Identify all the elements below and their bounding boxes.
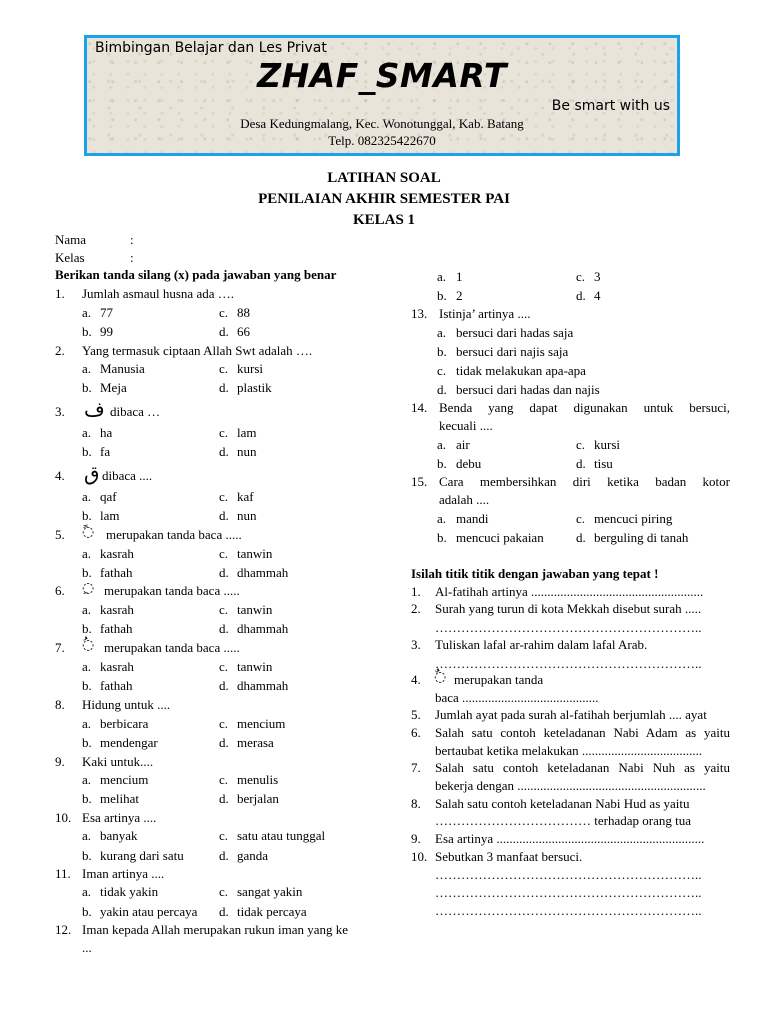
option-b: melihat: [100, 791, 139, 806]
q-text: dibaca …: [110, 404, 161, 419]
option-letter: a.: [437, 511, 447, 526]
essay-number: 2.: [411, 601, 421, 616]
section-a-instruction: Berikan tanda silang (x) pada jawaban yang benar: [55, 267, 337, 282]
option-letter: c.: [219, 602, 229, 617]
option-a: mencium: [100, 772, 149, 787]
essay-text: Salah satu contoh keteladanan Nabi Adam as yaitu: [435, 725, 730, 740]
q-number: 13.: [411, 306, 428, 321]
q-text-continued: adalah ....: [439, 492, 490, 507]
option-letter: c.: [219, 361, 229, 376]
option-letter: d.: [219, 380, 229, 395]
title-line-1: LATIHAN SOAL: [327, 170, 441, 186]
dhammatain-mark-icon: ◌ٌ: [434, 669, 447, 685]
option-letter: b.: [82, 324, 92, 339]
option-b: 2: [456, 288, 463, 303]
header-subtitle: Bimbingan Belajar dan Les Privat: [95, 40, 327, 56]
option-letter: a.: [82, 546, 92, 561]
option-d: berjalan: [237, 791, 279, 806]
kelas-colon: :: [130, 250, 134, 265]
essay-answer-line: ……………………………………………………..: [435, 620, 702, 635]
kelas-label: Kelas: [55, 250, 85, 265]
essay-number: 5.: [411, 707, 421, 722]
option-a: kasrah: [100, 602, 134, 617]
q-text: Kaki untuk....: [82, 754, 154, 769]
option-d: 4: [594, 288, 601, 303]
header-phone: Telp. 082325422670: [328, 133, 436, 148]
q-text: Benda yang dapat digunakan untuk bersuci,: [439, 400, 730, 415]
title-line-2: PENILAIAN AKHIR SEMESTER PAI: [258, 191, 510, 207]
essay-text: Al-fatihah artinya .....................................................: [435, 584, 704, 599]
option-a: qaf: [100, 489, 117, 504]
option-a: air: [456, 437, 470, 452]
option-letter: d.: [219, 904, 229, 919]
option-letter: b.: [437, 344, 447, 359]
option-a: tidak yakin: [100, 884, 159, 899]
option-b: lam: [100, 508, 120, 523]
option-letter: d.: [576, 456, 586, 471]
option-letter: c.: [576, 437, 586, 452]
option-letter: b.: [82, 565, 92, 580]
q-number: 6.: [55, 583, 65, 598]
option-c: kaf: [237, 489, 254, 504]
option-letter: c.: [219, 716, 229, 731]
nama-colon: :: [130, 232, 134, 247]
option-d: merasa: [237, 735, 274, 750]
option-letter: c.: [219, 546, 229, 561]
option-letter: b.: [82, 621, 92, 636]
option-d: bersuci dari hadas dan najis: [456, 382, 600, 397]
q-text: Iman artinya ....: [82, 866, 165, 881]
option-a: berbicara: [100, 716, 149, 731]
option-b: mendengar: [100, 735, 158, 750]
section-b-instruction: Isilah titik titik dengan jawaban yang tepat !: [411, 566, 659, 581]
option-c: lam: [237, 425, 257, 440]
option-letter: c.: [219, 489, 229, 504]
option-letter: b.: [82, 380, 92, 395]
q-number: 1.: [55, 286, 65, 301]
option-letter: d.: [219, 791, 229, 806]
option-letter: d.: [437, 382, 447, 397]
option-b: yakin atau percaya: [100, 904, 198, 919]
header-address: Desa Kedungmalang, Kec. Wonotunggal, Kab. Batang: [240, 116, 524, 131]
q-number: 7.: [55, 640, 65, 655]
option-letter: a.: [82, 884, 92, 899]
option-c: tanwin: [237, 546, 273, 561]
q-text: merupakan tanda baca .....: [104, 640, 240, 655]
q-number: 14.: [411, 400, 428, 415]
option-letter: a.: [82, 602, 92, 617]
q-number: 2.: [55, 343, 65, 358]
q-number: 4.: [55, 468, 65, 483]
option-letter: b.: [437, 456, 447, 471]
essay-number: 1.: [411, 584, 421, 599]
header-banner: [84, 35, 680, 156]
essay-text: Jumlah ayat pada surah al-fatihah berjumlah .... ayat: [435, 707, 707, 722]
option-b: kurang dari satu: [100, 848, 184, 863]
option-c: 3: [594, 269, 601, 284]
option-letter: d.: [219, 735, 229, 750]
option-b: fathah: [100, 678, 133, 693]
q-text: merupakan tanda baca .....: [106, 527, 242, 542]
option-a: Manusia: [100, 361, 145, 376]
option-b: fa: [100, 444, 111, 459]
option-letter: d.: [219, 621, 229, 636]
option-letter: a.: [82, 772, 92, 787]
option-a: banyak: [100, 828, 138, 843]
essay-number: 6.: [411, 725, 421, 740]
option-c: menulis: [237, 772, 279, 787]
option-a: 77: [100, 305, 113, 320]
option-b: debu: [456, 456, 482, 471]
option-letter: d.: [219, 848, 229, 863]
option-letter: b.: [437, 288, 447, 303]
q-text: Hidung untuk ....: [82, 697, 171, 712]
option-c: tanwin: [237, 602, 273, 617]
option-d: tisu: [594, 456, 613, 471]
option-letter: a.: [437, 325, 447, 340]
option-letter: a.: [82, 828, 92, 843]
essay-number: 4.: [411, 672, 421, 687]
q-text-continued: kecuali ....: [439, 418, 493, 433]
option-b: Meja: [100, 380, 127, 395]
option-letter: b.: [437, 530, 447, 545]
option-d: ganda: [237, 848, 269, 863]
option-a: bersuci dari hadas saja: [456, 325, 574, 340]
option-d: dhammah: [237, 621, 289, 636]
essay-text: Sebutkan 3 manfaat bersuci.: [435, 849, 583, 864]
option-a: mandi: [456, 511, 489, 526]
option-letter: a.: [82, 305, 92, 320]
header-motto: Be smart with us: [551, 98, 670, 114]
option-letter: d.: [219, 678, 229, 693]
option-letter: d.: [219, 565, 229, 580]
essay-text: Esa artinya ................................................................: [435, 831, 705, 846]
kasrah-mark-icon: ◌ِ: [82, 580, 95, 596]
option-c: tidak melakukan apa-apa: [456, 363, 586, 378]
option-c: kursi: [237, 361, 263, 376]
option-letter: d.: [576, 288, 586, 303]
essay-number: 3.: [411, 637, 421, 652]
option-letter: d.: [576, 530, 586, 545]
essay-answer-line: ……………………………………………………..: [435, 885, 702, 900]
option-letter: b.: [82, 444, 92, 459]
nama-label: Nama: [55, 232, 87, 247]
q-text: Iman kepada Allah merupakan rukun iman yang ke: [82, 922, 349, 937]
option-letter: a.: [437, 437, 447, 452]
option-letter: c.: [219, 305, 229, 320]
option-a: kasrah: [100, 546, 134, 561]
option-d: dhammah: [237, 565, 289, 580]
q-number: 5.: [55, 527, 65, 542]
tanwin-mark-icon: ◌ً: [82, 524, 95, 540]
essay-text: Salah satu contoh keteladanan Nabi Hud as yaitu: [435, 796, 690, 811]
option-c: sangat yakin: [237, 884, 303, 899]
option-letter: c.: [576, 511, 586, 526]
q-number: 8.: [55, 697, 65, 712]
essay-number: 9.: [411, 831, 421, 846]
option-b: 99: [100, 324, 113, 339]
option-d: tidak percaya: [237, 904, 307, 919]
essay-text-continued: ……………………………… terhadap orang tua: [435, 813, 691, 828]
q-text: dibaca ....: [102, 468, 153, 483]
option-c: 88: [237, 305, 250, 320]
essay-number: 10.: [411, 849, 428, 864]
option-letter: a.: [82, 361, 92, 376]
option-d: nun: [237, 508, 257, 523]
option-letter: d.: [219, 508, 229, 523]
essay-text: Tuliskan lafal ar-rahim dalam lafal Arab.: [435, 637, 648, 652]
option-b: fathah: [100, 621, 133, 636]
option-letter: a.: [82, 659, 92, 674]
option-letter: b.: [82, 678, 92, 693]
essay-number: 8.: [411, 796, 421, 811]
option-c: mencium: [237, 716, 286, 731]
q-text-continued: ...: [82, 940, 92, 955]
q-number: 3.: [55, 404, 65, 419]
q-number: 11.: [55, 866, 71, 881]
option-letter: b.: [82, 508, 92, 523]
option-b: fathah: [100, 565, 133, 580]
essay-answer-line: ……………………………………………………..: [435, 867, 702, 882]
q-text: Istinja’ artinya ....: [439, 306, 531, 321]
option-c: kursi: [594, 437, 620, 452]
option-letter: b.: [82, 791, 92, 806]
q-text: Esa artinya ....: [82, 810, 157, 825]
q-number: 9.: [55, 754, 65, 769]
essay-text: Salah satu contoh keteladanan Nabi Nuh as yaitu: [435, 760, 730, 775]
option-letter: c.: [219, 828, 229, 843]
option-letter: a.: [82, 716, 92, 731]
option-letter: c.: [219, 772, 229, 787]
q-number: 12.: [55, 922, 72, 937]
q-text: merupakan tanda baca .....: [104, 583, 240, 598]
essay-text-continued: baca ..........................................: [435, 690, 599, 705]
arabic-letter-qaf-icon: ق: [84, 461, 100, 485]
option-letter: c.: [576, 269, 586, 284]
essay-text-continued: bekerja dengan ..........................................................: [435, 778, 706, 793]
q-number: 15.: [411, 474, 428, 489]
option-letter: d.: [219, 324, 229, 339]
option-c: mencuci piring: [594, 511, 673, 526]
essay-number: 7.: [411, 760, 421, 775]
option-letter: b.: [82, 904, 92, 919]
option-letter: a.: [82, 489, 92, 504]
option-c: tanwin: [237, 659, 273, 674]
option-letter: a.: [82, 425, 92, 440]
essay-text-continued: bertaubat ketika melakukan .....................................: [435, 743, 703, 758]
essay-text: Surah yang turun di kota Mekkah disebut surah .....: [435, 601, 702, 616]
option-d: dhammah: [237, 678, 289, 693]
option-letter: c.: [219, 659, 229, 674]
dhammah-mark-icon: ◌ُ: [82, 637, 95, 653]
option-letter: c.: [219, 884, 229, 899]
q-number: 10.: [55, 810, 72, 825]
essay-answer-line: ……………………………………………………..: [435, 903, 702, 918]
essay-answer-line: ……………………………………………………..: [435, 656, 702, 671]
q-text: Yang termasuk ciptaan Allah Swt adalah ….: [82, 343, 313, 358]
option-b: bersuci dari najis saja: [456, 344, 569, 359]
q-text: Jumlah asmaul husna ada ….: [82, 286, 234, 301]
option-c: satu atau tunggal: [237, 828, 326, 843]
essay-text: merupakan tanda: [454, 672, 544, 687]
option-letter: a.: [437, 269, 447, 284]
option-letter: b.: [82, 735, 92, 750]
option-a: ha: [100, 425, 113, 440]
option-d: berguling di tanah: [594, 530, 689, 545]
brand-title: ZHAF_SMART: [257, 56, 507, 95]
arabic-letter-fa-icon: ف: [84, 397, 105, 421]
option-letter: c.: [437, 363, 447, 378]
option-a: 1: [456, 269, 463, 284]
option-letter: c.: [219, 425, 229, 440]
title-line-3: KELAS 1: [352, 212, 416, 228]
option-a: kasrah: [100, 659, 134, 674]
option-b: mencuci pakaian: [456, 530, 544, 545]
option-letter: d.: [219, 444, 229, 459]
option-d: plastik: [237, 380, 272, 395]
q-text: Cara membersihkan diri ketika badan kotor: [439, 474, 730, 489]
option-d: 66: [237, 324, 250, 339]
option-letter: b.: [82, 848, 92, 863]
option-d: nun: [237, 444, 257, 459]
